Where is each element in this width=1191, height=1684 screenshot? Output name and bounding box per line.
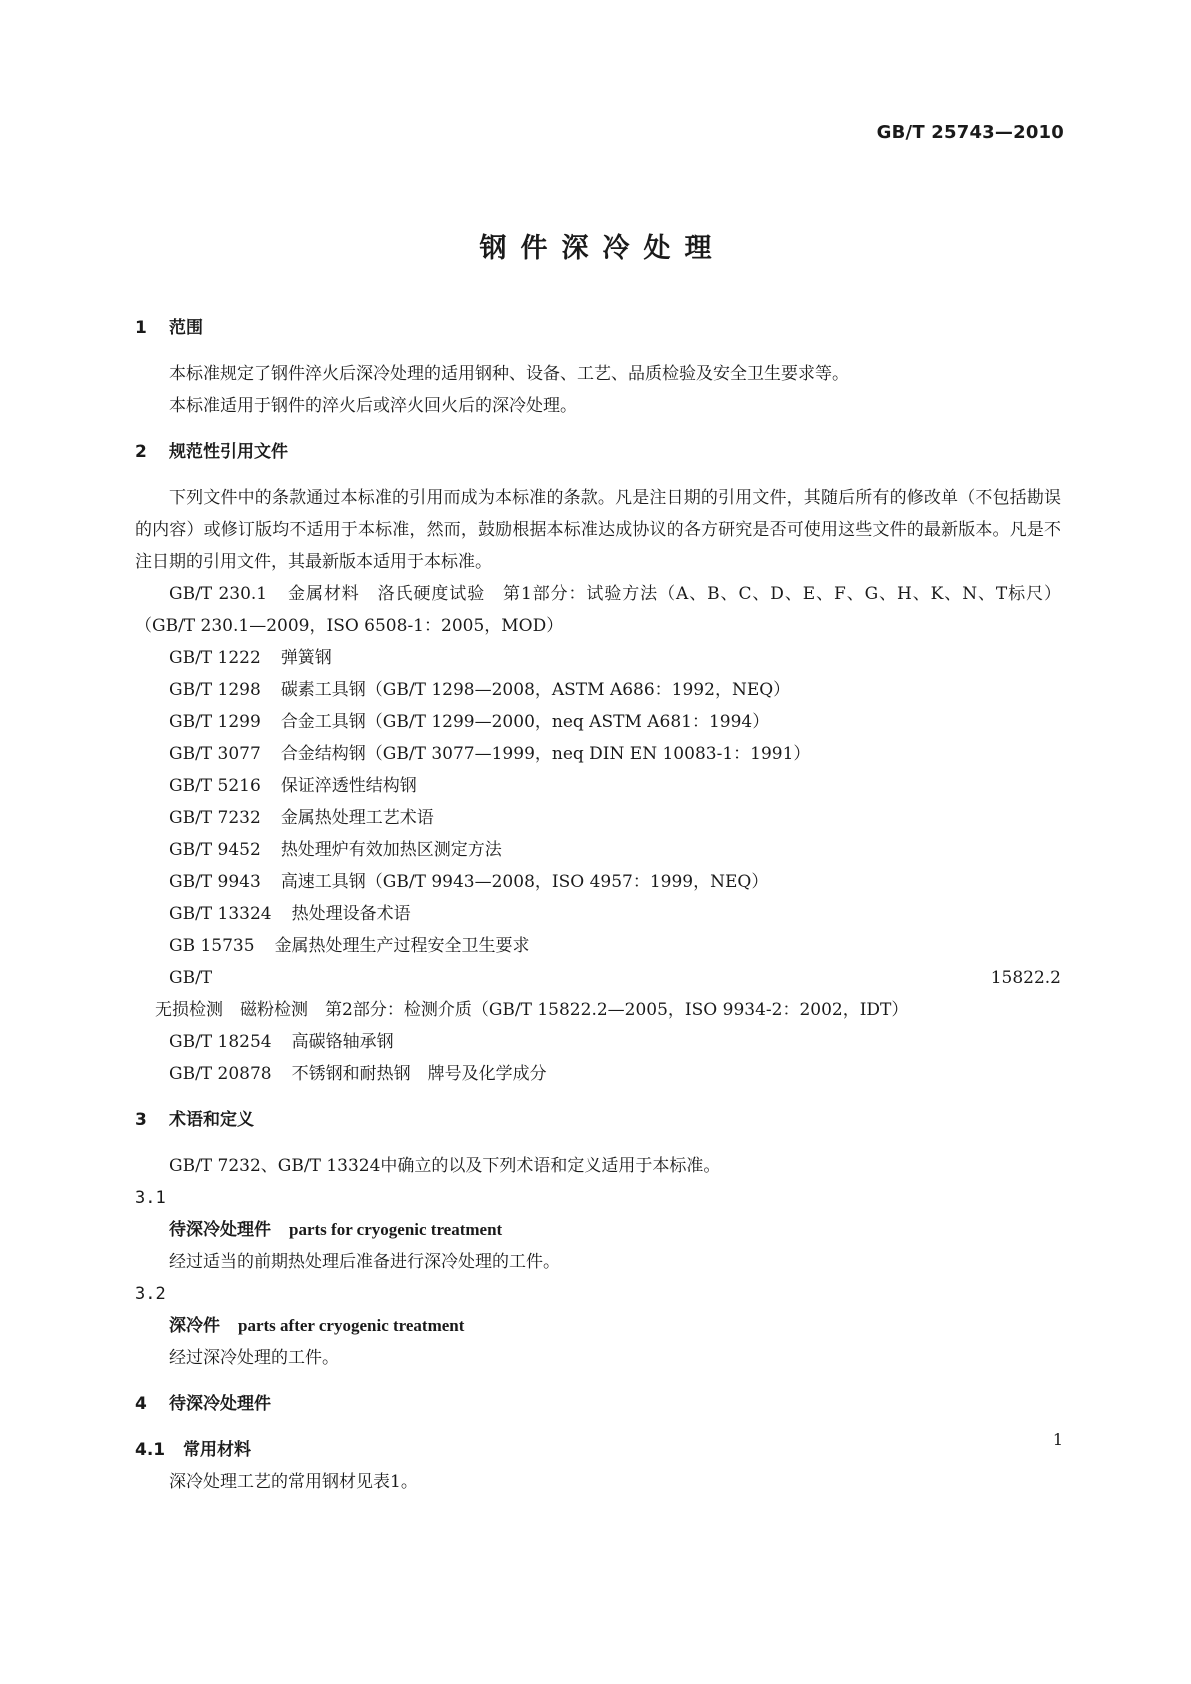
page-number: 1 <box>1052 1430 1063 1449</box>
reference-item <box>135 802 1061 834</box>
reference-item <box>135 930 1061 962</box>
reference-code: GB/T 1299 <box>169 712 261 732</box>
term-number: 3.1 <box>135 1188 166 1208</box>
section-heading-normative-references <box>135 436 1061 468</box>
standard-code: GB/T 25743—2010 <box>876 122 1064 143</box>
reference-title: 高速工具钢（GB/T 9943—2008，ISO 4957：1999，NEQ） <box>280 872 769 892</box>
section-heading-scope <box>135 312 1061 344</box>
reference-title: 不锈钢和耐热钢 牌号及化学成分 <box>291 1064 547 1084</box>
term-name-zh: 待深冷处理件 <box>169 1220 271 1240</box>
reference-title: 碳素工具钢（GB/T 1298—2008，ASTM A686：1992，NEQ） <box>280 680 791 700</box>
term-definition: 经过深冷处理的工件。 <box>169 1348 339 1368</box>
reference-code: GB/T 9452 <box>169 840 261 860</box>
section-number: 1 <box>135 318 147 338</box>
reference-code: GB/T 1298 <box>169 680 261 700</box>
reference-item <box>135 578 1061 642</box>
references-intro-paragraph: 下列文件中的条款通过本标准的引用而成为本标准的条款。凡是注日期的引用文件，其随后所有的修改单（不包括勘误的内容）或修订版均不适用于本标准，然而，鼓励根据本标准达成协议的各方研究是否可使用这些文件的最新版本。凡是不注日期的引用文件，其最新版本适用于本标准。 <box>135 488 1061 572</box>
section-number: 3 <box>135 1110 147 1130</box>
subsection-number: 4.1 <box>135 1440 166 1460</box>
reference-item <box>135 1058 1061 1090</box>
reference-title: 金属热处理生产过程安全卫生要求 <box>274 936 530 956</box>
reference-title: 热处理设备术语 <box>291 904 411 924</box>
reference-item <box>135 1026 1061 1058</box>
section-title: 待深冷处理件 <box>169 1394 271 1414</box>
subsection-title: 常用材料 <box>183 1440 251 1460</box>
term-name-en: parts for cryogenic treatment <box>289 1220 503 1239</box>
reference-item <box>135 674 1061 706</box>
term-definition: 经过适当的前期热处理后准备进行深冷处理的工件。 <box>169 1252 560 1272</box>
term-number: 3.2 <box>135 1284 166 1304</box>
section-title: 范围 <box>169 318 203 338</box>
scope-paragraph: 本标准适用于钢件的淬火后或淬火回火后的深冷处理。 <box>169 396 577 416</box>
section-number: 2 <box>135 442 147 462</box>
reference-item <box>135 706 1061 738</box>
reference-code: GB/T 1222 <box>169 648 261 668</box>
section-title: 术语和定义 <box>169 1110 254 1130</box>
reference-title: 无损检测 磁粉检测 第2部分：检测介质（GB/T 15822.2—2005，ISO 9934-2：2002，IDT） <box>155 1000 909 1020</box>
reference-code: GB/T 20878 <box>169 1064 272 1084</box>
reference-item <box>135 962 1061 1026</box>
terms-intro-paragraph: GB/T 7232、GB/T 13324中确立的以及下列术语和定义适用于本标准。 <box>169 1156 721 1176</box>
reference-item <box>135 642 1061 674</box>
reference-code: GB/T 15822.2 <box>169 968 1061 988</box>
reference-item <box>135 770 1061 802</box>
reference-item <box>135 866 1061 898</box>
reference-title: 热处理炉有效加热区测定方法 <box>280 840 502 860</box>
reference-code: GB/T 9943 <box>169 872 261 892</box>
section-number: 4 <box>135 1394 147 1414</box>
document-body <box>135 312 1061 1498</box>
reference-title: 金属材料 洛氏硬度试验 第1部分：试验方法（A、B、C、D、E、F、G、H、K、N、T标尺）（GB/T 230.1—2009，ISO 6508-1：2005，MOD） <box>135 584 1062 636</box>
reference-item <box>135 738 1061 770</box>
reference-code: GB 15735 <box>169 936 255 956</box>
reference-title: 合金工具钢（GB/T 1299—2000，neq ASTM A681：1994） <box>280 712 770 732</box>
reference-code: GB/T 5216 <box>169 776 261 796</box>
reference-title: 高碳铬轴承钢 <box>291 1032 394 1052</box>
section-title: 规范性引用文件 <box>169 442 288 462</box>
document-title: 钢件深冷处理 <box>479 233 726 264</box>
reference-code: GB/T 230.1 <box>169 584 268 604</box>
section-heading-parts-for-treatment <box>135 1388 1061 1420</box>
reference-title: 金属热处理工艺术语 <box>280 808 434 828</box>
reference-item <box>135 898 1061 930</box>
subsection-heading-common-materials <box>135 1434 1061 1466</box>
reference-code: GB/T 18254 <box>169 1032 272 1052</box>
term-name <box>135 1214 1061 1246</box>
reference-title: 保证淬透性结构钢 <box>280 776 417 796</box>
reference-code: GB/T 3077 <box>169 744 261 764</box>
term-name-zh: 深冷件 <box>169 1316 220 1336</box>
term-name <box>135 1310 1061 1342</box>
reference-title: 弹簧钢 <box>280 648 332 668</box>
reference-title: 合金结构钢（GB/T 3077—1999，neq DIN EN 10083-1：1991） <box>280 744 811 764</box>
reference-code: GB/T 7232 <box>169 808 261 828</box>
reference-item <box>135 834 1061 866</box>
scope-paragraph: 本标准规定了钢件淬火后深冷处理的适用钢种、设备、工艺、品质检验及安全卫生要求等。 <box>169 364 849 384</box>
materials-paragraph: 深冷处理工艺的常用钢材见表1。 <box>169 1472 418 1492</box>
section-heading-terms-and-definitions <box>135 1104 1061 1136</box>
term-name-en: parts after cryogenic treatment <box>238 1316 465 1335</box>
reference-code: GB/T 13324 <box>169 904 272 924</box>
